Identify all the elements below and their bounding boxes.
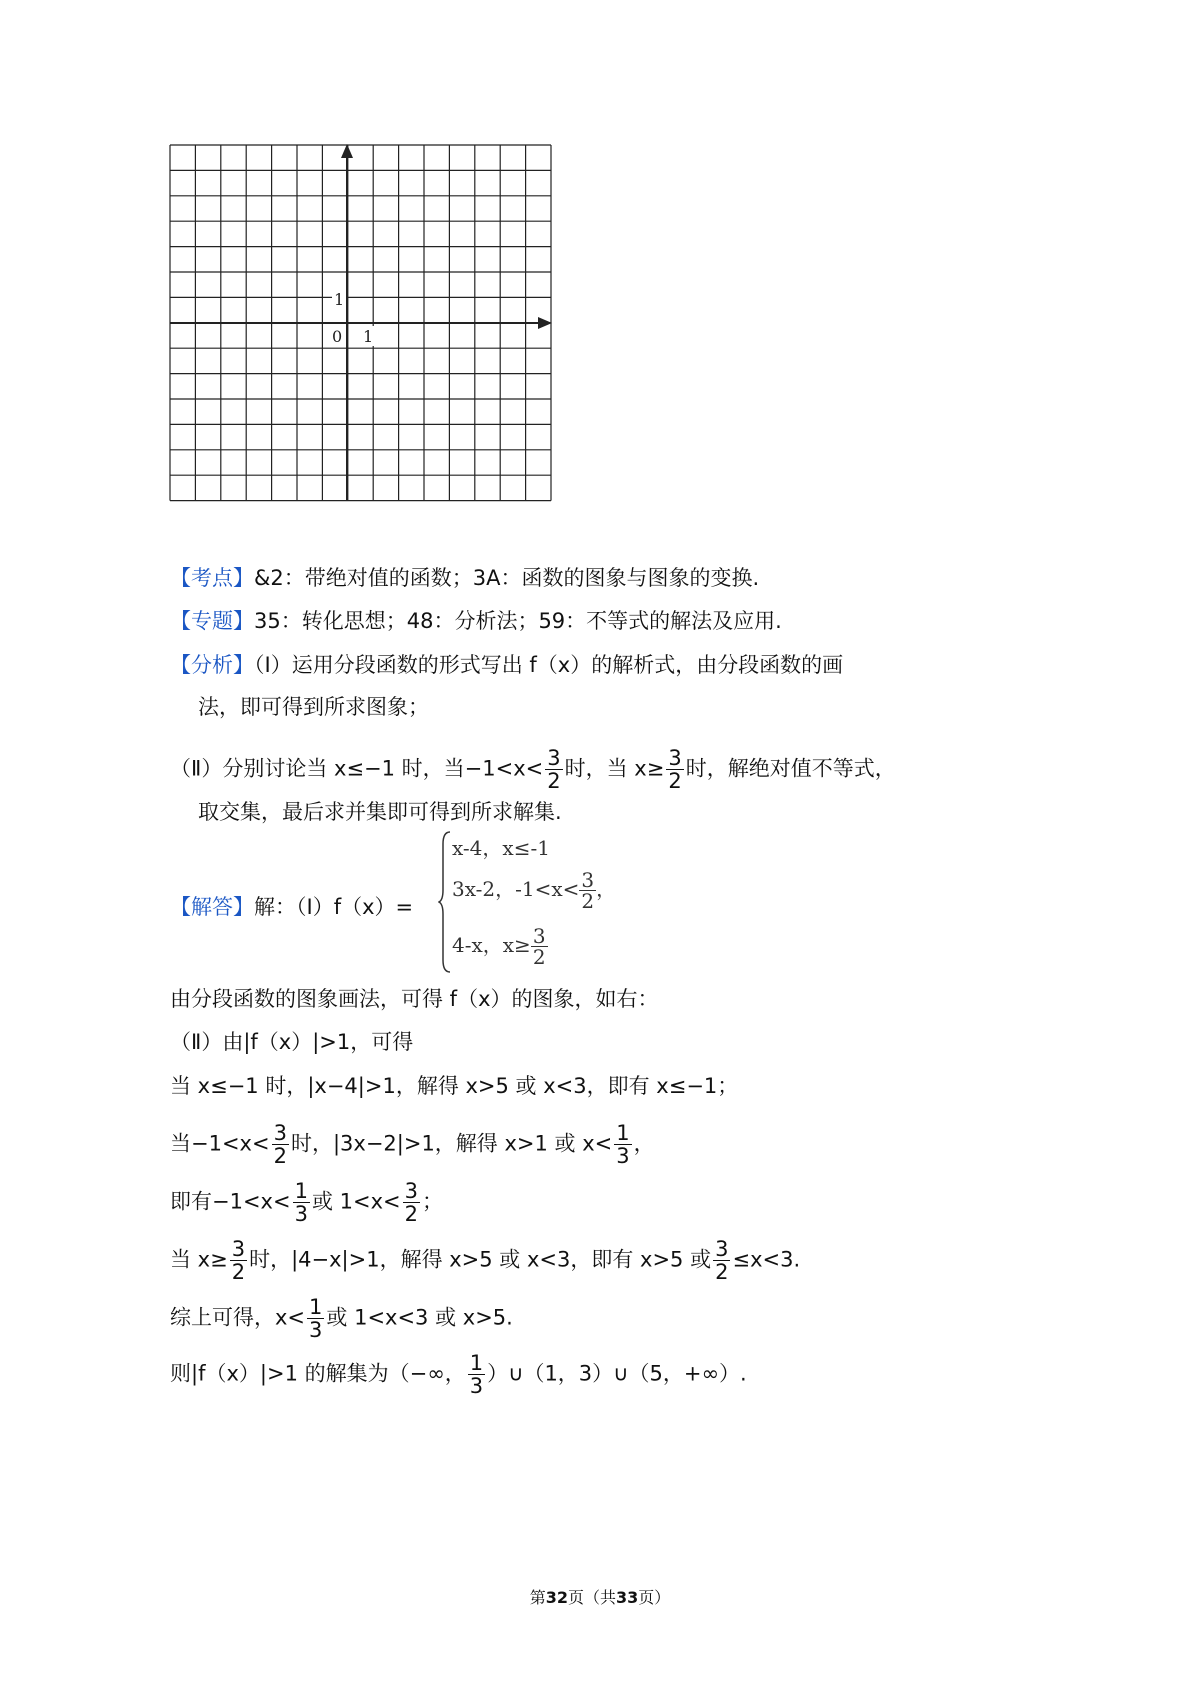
fenxi-text-3b: 时，当 x≥ xyxy=(564,756,665,781)
page-footer: 第32页（共33页） xyxy=(529,1588,671,1607)
body-line-7: 综上可得，x< $\frac{1}{3}$ 或 1<x<3 或 x>5. xyxy=(170,1295,513,1342)
page-total: 33 xyxy=(616,1588,639,1607)
page-number: 32 xyxy=(545,1588,568,1607)
kaodian-text: &2：带绝对值的函数；3A：函数的图象与图象的变换. xyxy=(254,566,760,590)
y-axis-arrow xyxy=(341,144,353,158)
fraction-3-2: $\frac{3}{2}$ xyxy=(547,746,561,793)
fenxi-line-2: 法，即可得到所求图象； xyxy=(198,695,429,719)
body-line-8: 则|f（x）|>1 的解集为（−∞， $\frac{1}{3}$ ）∪（1，3）∪（5，+∞）. xyxy=(170,1351,747,1398)
fraction-1-3: $\frac{1}{3}$ xyxy=(309,1295,323,1342)
piecewise-case-3: 4-x，x≥ $\frac{3}{2}$ xyxy=(452,924,546,969)
y-tick-label: 1 xyxy=(334,290,345,309)
fraction-3-2: $\frac{3}{2}$ xyxy=(581,868,595,913)
fraction-3-2: $\frac{3}{2}$ xyxy=(532,924,546,969)
fenxi-tag: 【分析】 xyxy=(170,653,254,677)
piecewise-case-2: 3x-2，-1<x< $\frac{3}{2}$ ， xyxy=(452,868,617,913)
zhuanti-line xyxy=(170,606,782,636)
fraction-3-2: $\frac{3}{2}$ xyxy=(715,1237,729,1284)
fraction-3-2: $\frac{3}{2}$ xyxy=(668,746,682,793)
zhuanti-text: 35：转化思想；48：分析法；59：不等式的解法及应用. xyxy=(254,609,782,633)
fenxi-text-3c: 时，解绝对值不等式， xyxy=(685,756,896,781)
coordinate-grid xyxy=(160,135,560,510)
body-line-4: 当−1<x< $\frac{3}{2}$ 时，|3x−2|>1，解得 x>1 或 x< $\frac{1}{3}$ ， xyxy=(170,1121,655,1168)
fraction-1-3: $\frac{1}{3}$ xyxy=(616,1121,630,1168)
body-line-1: 由分段函数的图象画法，可得 f（x）的图象，如右： xyxy=(170,987,659,1011)
fraction-3-2: $\frac{3}{2}$ xyxy=(273,1121,287,1168)
fraction-1-3: $\frac{1}{3}$ xyxy=(469,1351,484,1398)
fenxi-line-3 xyxy=(170,747,896,792)
body-line-6: 当 x≥ $\frac{3}{2}$ 时，|4−x|>1，解得 x>5 或 x<3，即有 x>5 或 $\frac{3}{2}$ ≤x<3. xyxy=(170,1237,801,1284)
jieda-tag: 【解答】 xyxy=(170,895,254,919)
fenxi-line-1 xyxy=(170,650,843,680)
body-line-3: 当 x≤−1 时，|x−4|>1，解得 x>5 或 x<3，即有 x≤−1； xyxy=(170,1074,739,1098)
fenxi-text-1: （Ⅰ）运用分段函数的形式写出 f（x）的解析式，由分段函数的画 xyxy=(254,653,844,677)
jieda-line xyxy=(170,892,413,922)
piecewise-case-1: x-4，x≤-1 xyxy=(452,836,550,860)
kaodian-tag: 【考点】 xyxy=(170,566,254,590)
x-axis-arrow xyxy=(538,317,552,329)
kaodian-line xyxy=(170,563,759,593)
fraction-3-2: $\frac{3}{2}$ xyxy=(231,1237,246,1284)
body-line-2: （Ⅱ）由|f（x）|>1，可得 xyxy=(170,1030,414,1054)
x-tick-label: 1 xyxy=(363,327,374,346)
fenxi-line-4: 取交集，最后求并集即可得到所求解集. xyxy=(198,800,562,824)
jieda-lead: 解：（Ⅰ）f（x）= xyxy=(254,895,414,919)
fenxi-text-3a: （Ⅱ）分别讨论当 x≤−1 时，当−1<x< xyxy=(170,756,544,781)
body-line-5: 即有−1<x< $\frac{1}{3}$ 或 1<x< $\frac{3}{2}$ ； xyxy=(170,1179,443,1226)
zhuanti-tag: 【专题】 xyxy=(170,609,254,633)
left-brace xyxy=(438,830,452,974)
fraction-3-2: $\frac{3}{2}$ xyxy=(404,1179,418,1226)
origin-label: 0 xyxy=(332,327,343,346)
fraction-1-3: $\frac{1}{3}$ xyxy=(294,1179,308,1226)
